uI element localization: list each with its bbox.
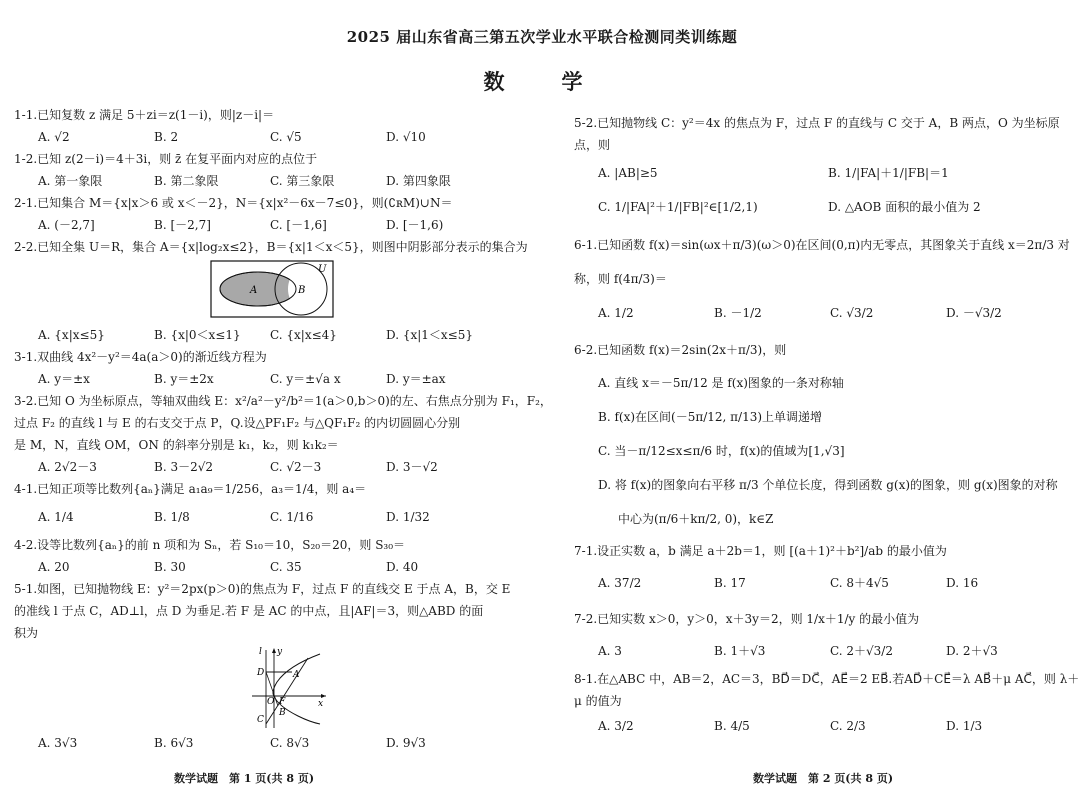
question-1-2 <box>14 148 532 192</box>
label-y: y <box>277 647 283 657</box>
question-stem-line: 的准线 l 于点 C，AD⊥l，点 D 为垂足.若 F 是 AC 的中点，且|AF|＝3，则△ABD 的面 <box>14 604 484 618</box>
option-b: B. 3－2√2 <box>154 460 213 474</box>
option-d: D. 第四象限 <box>386 174 451 188</box>
question-stem-line: 点，则 <box>574 138 611 152</box>
option-d: D. 2＋√3 <box>946 644 998 658</box>
parabola-figure-container <box>14 644 532 730</box>
options-row <box>14 368 532 390</box>
question-4-2 <box>14 534 532 578</box>
options-row <box>14 214 532 236</box>
options-row <box>14 324 532 346</box>
option-a: A. 2√2－3 <box>38 460 97 474</box>
question-stem-line: 称，则 f(4π/3)＝ <box>574 272 667 286</box>
question-stem: 7-2.已知实数 x＞0，y＞0，x＋3y＝2，则 1/x＋1/y 的最小值为 <box>574 612 920 626</box>
options-row <box>14 126 532 148</box>
option-a: A. 3/2 <box>598 719 634 733</box>
option-b: B. 1/8 <box>154 510 190 524</box>
question-stem: 1-1.已知复数 z 满足 5＋zi＝z(1－i)，则|z－i|＝ <box>14 108 275 122</box>
question-stem: 2-1.已知集合 M＝{x|x＞6 或 x＜－2}，N＝{x|x²－6x－7≤0}，则(∁ʀM)∪N＝ <box>14 196 453 210</box>
question-2-2 <box>14 236 532 346</box>
question-5-1 <box>14 578 532 754</box>
question-7-1 <box>574 536 1074 600</box>
question-stem-line: 6-1.已知函数 f(x)＝sin(ωx＋π/3)(ω＞0)在区间(0,π)内无零点，其图象关于直线 x＝2π/3 对 <box>574 238 1070 252</box>
question-stem-line: 是 M，N，直线 OM，ON 的斜率分别是 k₁，k₂，则 k₁k₂＝ <box>14 438 339 452</box>
option-a: A. 第一象限 <box>38 174 103 188</box>
x-axis-arrow <box>321 694 326 698</box>
label-c: C <box>257 715 264 725</box>
options-row <box>14 170 532 192</box>
question-7-2 <box>574 604 1074 668</box>
option-a: A. (－2,7] <box>38 218 95 232</box>
option-c: C. 8√3 <box>270 736 310 750</box>
options-stack <box>574 366 1074 536</box>
option-c: C. y＝±√a x <box>270 372 341 386</box>
option-d: D. 9√3 <box>386 736 426 750</box>
question-3-1 <box>14 346 532 390</box>
options-row <box>14 556 532 578</box>
options-row <box>574 156 1074 190</box>
option-c: C. √5 <box>270 130 302 144</box>
option-b: B. y＝±2x <box>154 372 214 386</box>
page-footer-left: 数学试题 第 1 页(共 8 页) <box>174 772 315 785</box>
option-a: A. {x|x≤5} <box>38 328 105 342</box>
option-a: A. 3 <box>598 644 622 658</box>
option-d: D. {x|1＜x≤5} <box>386 328 473 342</box>
page-footer-right: 数学试题 第 2 页(共 8 页) <box>753 772 894 785</box>
option-a: A. y＝±x <box>38 372 90 386</box>
question-stem-line: 5-2.已知抛物线 C：y²＝4x 的焦点为 F，过点 F 的直线与 C 交于 A，B 两点，O 为坐标原 <box>574 116 1060 130</box>
option-d: D. 40 <box>386 560 419 574</box>
subject-title: 数 学 <box>483 69 601 94</box>
question-8-1 <box>574 668 1080 740</box>
label-x: x <box>318 699 324 709</box>
options-row <box>574 712 1074 740</box>
label-d: D <box>257 668 265 678</box>
label-b: B <box>298 285 306 296</box>
venn-diagram <box>210 260 334 318</box>
question-3-2 <box>14 390 552 478</box>
option-c: C. 2＋√3/2 <box>830 644 893 658</box>
option-b: B. {x|0＜x≤1} <box>154 328 241 342</box>
option-d: D. 1/32 <box>386 510 430 524</box>
option-a: A. 1/2 <box>598 306 634 320</box>
option-a: A. 20 <box>38 560 70 574</box>
question-stem: 4-2.设等比数列{aₙ}的前 n 项和为 Sₙ，若 S₁₀＝10，S₂₀＝20，则 S₃₀＝ <box>14 538 406 552</box>
left-column <box>14 104 552 754</box>
option-d: D. y＝±ax <box>386 372 446 386</box>
option-d: D. √10 <box>386 130 426 144</box>
label-b: B <box>279 708 286 718</box>
option-a: A. 1/4 <box>38 510 74 524</box>
option-d: D. 1/3 <box>946 719 983 733</box>
option-c: C. 1/|FA|²＋1/|FB|²∈[1/2,1) <box>598 200 758 214</box>
option-c: C. 当－π/12≤x≤π/6 时，f(x)的值域为[1,√3] <box>598 444 845 458</box>
option-c: C. {x|x≤4} <box>270 328 337 342</box>
option-c: C. 8＋4√5 <box>830 576 889 590</box>
y-axis-arrow <box>272 648 276 653</box>
option-a: A. √2 <box>38 130 70 144</box>
question-stem-line: μ 的值为 <box>574 694 622 708</box>
question-6-1 <box>574 228 1074 330</box>
question-5-2 <box>574 112 1074 224</box>
question-stem-line: 过点 F₂ 的直线 l 与 E 的右支交于点 P，Q.设△PF₁F₂ 与△QF₁F₂ 的内切圆圆心分别 <box>14 416 461 430</box>
option-a: A. 直线 x＝－5π/12 是 f(x)图象的一条对称轴 <box>598 376 844 390</box>
question-1-1 <box>14 104 532 148</box>
option-c: C. √2－3 <box>270 460 322 474</box>
label-f: F <box>279 697 286 707</box>
option-b: B. －1/2 <box>714 306 762 320</box>
option-b: B. f(x)在区间(－5π/12, π/13)上单调递增 <box>598 410 823 424</box>
question-stem-line: 8-1.在△ABC 中，AB＝2，AC＝3，BD⃗＝DC⃗，AE⃗＝2 EB⃗.若AD⃗＋CE⃗＝λ AB⃗＋μ AC⃗，则 λ＋ <box>574 672 1080 686</box>
options-row <box>574 566 1074 600</box>
option-b: B. [－2,7] <box>154 218 211 232</box>
option-a: A. 37/2 <box>598 576 642 590</box>
question-6-2 <box>574 334 1074 536</box>
question-stem: 6-2.已知函数 f(x)＝2sin(2x＋π/3)，则 <box>574 343 787 357</box>
options-row <box>574 190 1074 224</box>
option-c: C. [－1,6] <box>270 218 327 232</box>
label-a: A <box>293 670 300 680</box>
option-b: B. 6√3 <box>154 736 194 750</box>
options-row <box>14 732 532 754</box>
option-c: C. 35 <box>270 560 302 574</box>
option-d: D. 16 <box>946 576 979 590</box>
right-column <box>574 112 1080 740</box>
options-row <box>14 500 532 534</box>
question-stem: 7-1.设正实数 a，b 满足 a＋2b＝1，则 [(a＋1)²＋b²]/ab 的最小值为 <box>574 544 947 558</box>
option-b: B. 30 <box>154 560 186 574</box>
label-u: U <box>318 264 327 275</box>
option-c: C. 第三象限 <box>270 174 335 188</box>
option-c: C. √3/2 <box>830 306 874 320</box>
question-stem: 3-1.双曲线 4x²－y²＝4a(a＞0)的渐近线方程为 <box>14 350 267 364</box>
label-l: l <box>259 647 262 657</box>
option-d: D. [－1,6) <box>386 218 444 232</box>
option-d: D. 3－√2 <box>386 460 438 474</box>
option-c: C. 2/3 <box>830 719 866 733</box>
venn-diagram-container <box>14 260 532 318</box>
label-a: A <box>250 285 258 296</box>
question-stem: 1-2.已知 z(2－i)＝4＋3i，则 z̄ 在复平面内对应的点位于 <box>14 152 318 166</box>
question-stem-line: 积为 <box>14 626 39 640</box>
question-stem-line: 5-1.如图，已知抛物线 E：y²＝2px(p＞0)的焦点为 F，过点 F 的直线交 E 于点 A，B，交 E <box>14 582 511 596</box>
option-b: B. 4/5 <box>714 719 750 733</box>
options-row <box>574 634 1074 668</box>
question-stem-line: 3-2.已知 O 为坐标原点，等轴双曲线 E：x²/a²－y²/b²＝1(a＞0,b＞0)的左、右焦点分别为 F₁，F₂， <box>14 394 552 408</box>
option-d-continued: 中心为(π/6＋kπ/2, 0)，k∈Z <box>618 512 774 526</box>
option-d: D. △AOB 面积的最小值为 2 <box>828 200 981 214</box>
option-a: A. 3√3 <box>38 736 78 750</box>
option-b: B. 1/|FA|＋1/|FB|＝1 <box>828 166 949 180</box>
option-b: B. 1＋√3 <box>714 644 766 658</box>
option-b: B. 2 <box>154 130 179 144</box>
options-row <box>14 456 532 478</box>
option-b: B. 第二象限 <box>154 174 219 188</box>
options-row <box>574 296 1074 330</box>
option-d: D. 将 f(x)的图象向右平移 π/3 个单位长度，得到函数 g(x)的图象，则 g(x)图象的对称 <box>598 478 1058 492</box>
parabola-figure <box>248 644 328 730</box>
question-stem: 4-1.已知正项等比数列{aₙ}满足 a₁a₉＝1/256，a₃＝1/4，则 a₄＝ <box>14 482 367 496</box>
option-a: A. |AB|≥5 <box>598 166 658 180</box>
option-c: C. 1/16 <box>270 510 314 524</box>
exam-title: 2025 届山东省高三第五次学业水平联合检测同类训练题 <box>346 28 738 46</box>
option-b: B. 17 <box>714 576 746 590</box>
option-d: D. －√3/2 <box>946 306 1002 320</box>
question-stem: 2-2.已知全集 U＝R，集合 A＝{x|log₂x≤2}，B＝{x|1＜x＜5}，则图中阴影部分表示的集合为 <box>14 240 528 254</box>
label-o: O <box>267 697 275 707</box>
question-4-1 <box>14 478 532 534</box>
question-2-1 <box>14 192 532 236</box>
